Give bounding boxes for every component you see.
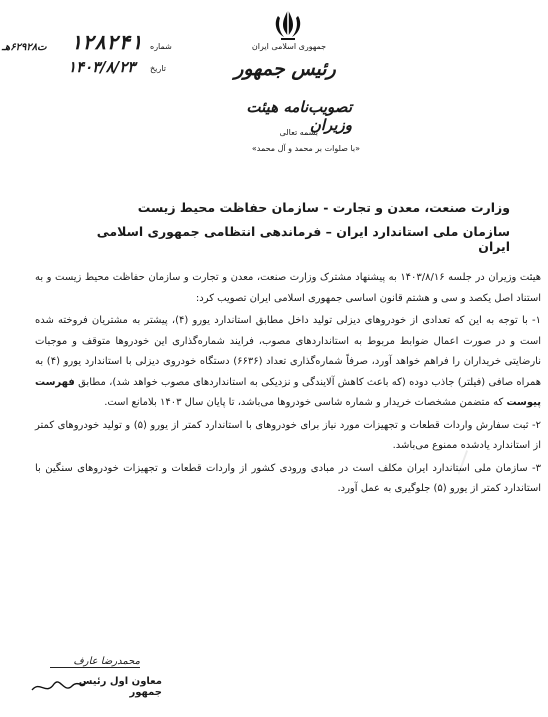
- item-2: ۲- ثبت سفارش واردات قطعات و تجهیزات مورد نیاز برای خودروهای با استاندارد کمتر از یورو (۵) و تولید خودروهای کمتر از استاندارد یادشده ممنوع می‌باشد.: [35, 419, 541, 451]
- addressee-line-1: وزارت صنعت، معدن و تجارت - سازمان حفاظت محیط زیست: [137, 200, 510, 215]
- item-3: ۳- سازمان ملی استاندارد ایران مکلف است در مبادی ورودی کشور از واردات قطعات و تجهیزات خودروهای سنگین با استاندارد کمتر از یورو (۵) جلوگیری به عمل آورد.: [35, 462, 541, 494]
- bismillah: بسمه تعالی: [279, 128, 318, 137]
- iran-emblem-icon: [270, 6, 306, 42]
- office-title: رئیس جمهور: [234, 58, 336, 80]
- reference-number-label: شماره: [150, 42, 172, 51]
- item-1-text-b: که متضمن مشخصات خریدار و شماره شاسی خودروها می‌باشد، تا پایان سال ۱۴۰۳ بلامانع است.: [104, 397, 507, 408]
- reference-date-label: تاریخ: [150, 64, 166, 73]
- document-type: تصویب‌نامه هیئت وزیران: [246, 98, 352, 134]
- salavat-line: «با صلوات بر محمد و آل محمد»: [251, 144, 360, 153]
- reference-date: ۱۴۰۳/۸/۲۳: [68, 58, 136, 76]
- reference-number: ۱۲۸۲۴۱: [70, 30, 143, 54]
- signatory-name: محمدرضا عارف: [50, 656, 140, 668]
- reference-number-suffix: ت۶۲۹۲۸هـ: [2, 42, 47, 53]
- republic-name: جمهوری اسلامی ایران: [251, 42, 327, 51]
- item-1: [35, 311, 541, 414]
- svg-text:—: —: [440, 442, 482, 481]
- intro-paragraph: هیئت وزیران در جلسه ۱۴۰۳/۸/۱۶ به پیشنهاد مشترک وزارت صنعت، معدن و تجارت و سازمان حفاظت محیط زیست و به استناد اصل یکصد و سی و هشتم قانون اساسی جمهوری اسلامی ایران تصویب کرد:: [35, 272, 542, 304]
- item-1-text-a: ۱- با توجه به این که تعدادی از خودروهای دیزلی تولید داخل مطابق استاندارد یورو (۴)، پیشتر به مشتریان فروخته شده است و در صورت اعمال ضوابط مربوط به استانداردهای مصوب، فرایند شماره‌گذاری این خودروها متوقف و موجبات نارضایتی خریداران را فراهم خواهد آورد، صرفاً شماره‌گذاری تعداد (۶۶۳۶) دستگاه خودروی دیزلی با استاندارد یورو (۴) به همراه صافی (فیلتر) جاذب دوده (که باعث کاهش آلایندگی و نزدیکی به استانداردهای مصوب خواهد شد)، مطابق: [35, 315, 542, 388]
- attachment-reference: فهرست پیوست: [35, 376, 541, 408]
- addressee-line-2: سازمان ملی استاندارد ایران – فرماندهی انتظامی جمهوری اسلامی ایران: [96, 224, 510, 254]
- decree-body: [35, 268, 541, 502]
- signatory-title: معاون اول رئیس جمهور: [78, 676, 162, 698]
